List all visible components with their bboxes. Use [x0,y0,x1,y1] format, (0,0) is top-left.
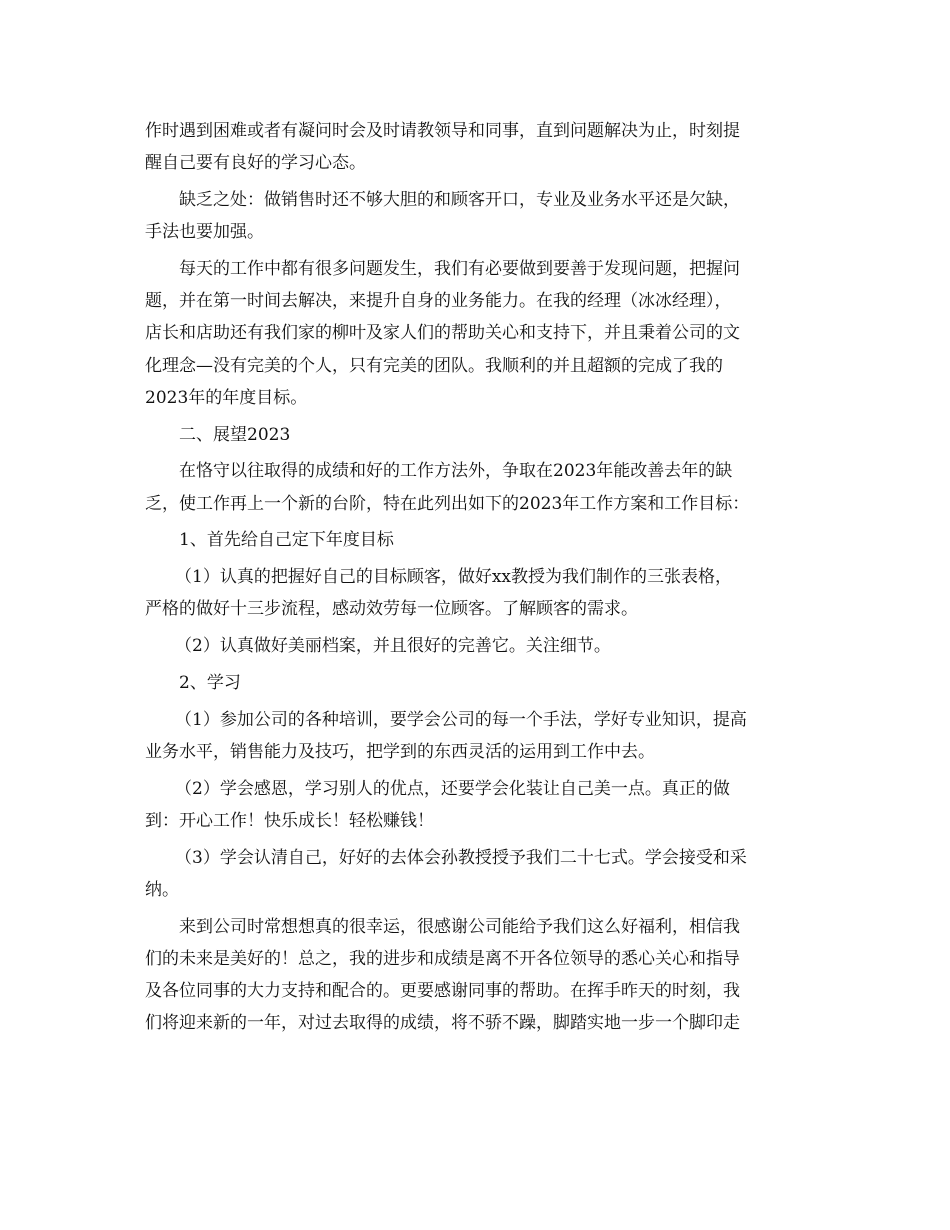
list-item-goal-1 [145,561,805,625]
text-line: 醒自己要有良好的学习心态。 [145,153,366,174]
text-line: 在恪守以往取得的成绩和好的工作方法外，争取在2023年能改善去年的缺 [179,461,733,482]
paragraph-daily-work [145,253,805,414]
list-heading-annual-goal [145,524,805,556]
text-line: 缺乏之处：做销售时还不够大胆的和顾客开口，专业及业务水平还是欠缺， [179,190,740,210]
paragraph-outlook-intro [145,455,805,519]
paragraph-closing [145,911,805,1040]
list-item-goal-2 [145,630,805,662]
text-line: （3）学会认清自己，好好的去体会孙教授授予我们二十七式。学会接受和采 [175,847,747,868]
text-line: 2、学习 [179,673,241,693]
text-line: 到：开心工作！快乐成长！轻松赚钱！ [145,811,434,831]
text-line: 化理念—没有完美的个人，只有完美的团队。我顺利的并且超额的完成了我的 [145,355,723,376]
text-line: 二、展望2023 [179,424,291,445]
text-line: 纳。 [145,880,179,900]
document-page [145,115,805,1044]
list-item-learning-3 [145,842,805,906]
paragraph-continuation [145,115,805,179]
list-item-learning-2 [145,773,805,837]
text-line: 1、首先给自己定下年度目标 [179,530,394,551]
list-item-learning-1 [145,704,805,768]
text-line: 严格的做好十三步流程，感动效劳每一位顾客。了解顾客的需求。 [145,599,638,620]
text-line: 2023年的年度目标。 [145,387,308,408]
text-line: 们的未来是美好的！总之，我的进步和成绩是离不开各位领导的悉心关心和指导 [145,949,740,969]
text-line: （2）认真做好美丽档案，并且很好的完善它。关注细节。 [175,636,611,657]
text-line: 及各位同事的大力支持和配合的。更要感谢同事的帮助。在挥手昨天的时刻，我 [145,981,740,1002]
list-heading-learning [145,667,805,699]
text-line: 们将迎来新的一年，对过去取得的成绩，将不骄不躁，脚踏实地一步一个脚印走 [145,1013,740,1034]
text-line: 店长和店助还有我们家的柳叶及家人们的帮助关心和支持下，并且秉着公司的文 [145,323,740,344]
section-heading-outlook [145,419,805,451]
text-line: 题，并在第一时间去解决，来提升自身的业务能力。在我的经理（冰冰经理）， [145,291,732,312]
text-line: （1）认真的把握好自己的目标顾客，做好xx教授为我们制作的三张表格， [175,567,732,588]
text-line: （2）学会感恩，学习别人的优点，还要学会化装让自己美一点。真正的做 [175,778,730,799]
text-line: （1）参加公司的各种培训，要学会公司的每一个手法，学好专业知识，提高 [175,709,747,730]
paragraph-shortcomings [145,184,805,248]
text-line: 乏，使工作再上一个新的台阶，特在此列出如下的2023年工作方案和工作目标： [145,493,750,514]
text-line: 业务水平，销售能力及技巧，把学到的东西灵活的运用到工作中去。 [145,742,655,762]
text-line: 来到公司时常想想真的很幸运，很感谢公司能给予我们这么好福利，相信我 [179,916,740,937]
text-line: 每天的工作中都有很多问题发生，我们有必要做到要善于发现问题，把握问 [179,259,740,279]
text-line: 手法也要加强。 [145,222,264,243]
text-line: 作时遇到困难或者有凝问时会及时请教领导和同事，直到问题解决为止，时刻提 [145,121,740,141]
